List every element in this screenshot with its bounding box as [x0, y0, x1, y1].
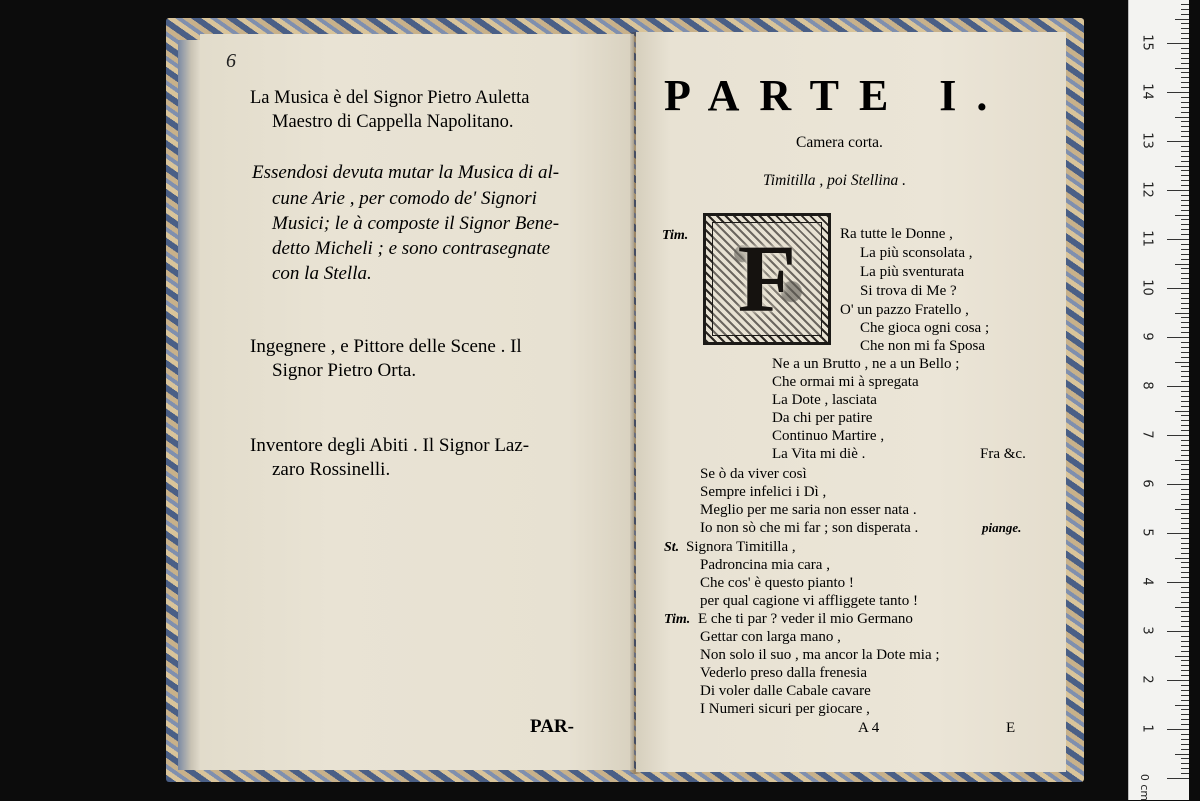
verse-line: Si trova di Me ?	[860, 283, 957, 299]
ruler-tick	[1181, 734, 1189, 735]
ruler-tick	[1181, 744, 1189, 745]
ruler-tick	[1181, 4, 1189, 5]
ruler-tick	[1175, 411, 1189, 412]
ruler-tick	[1181, 660, 1189, 661]
ruler-tick	[1181, 597, 1189, 598]
ruler-tick	[1181, 366, 1189, 367]
ruler-number: 2	[1139, 675, 1155, 684]
ruler-tick	[1175, 509, 1189, 510]
decorated-initial-frame	[712, 222, 822, 336]
ruler-tick	[1181, 430, 1189, 431]
ruler-tick	[1181, 758, 1189, 759]
verse-line: Meglio per me saria non esser nata .	[700, 502, 917, 518]
ruler-tick	[1181, 58, 1189, 59]
ruler-tick	[1181, 553, 1189, 554]
verse-line: La più sventurata	[860, 264, 965, 280]
ruler-tick	[1181, 53, 1189, 54]
ruler-tick	[1181, 352, 1189, 353]
page-edges	[178, 40, 200, 770]
ruler-tick	[1181, 440, 1189, 441]
verse-line: Che cos' è questo pianto !	[700, 575, 854, 591]
ruler-number: 3	[1139, 626, 1155, 635]
ruler-tick	[1181, 268, 1189, 269]
ruler-tick	[1167, 239, 1189, 240]
ruler-tick	[1181, 48, 1189, 49]
ruler-tick	[1181, 406, 1189, 407]
ruler-tick	[1181, 572, 1189, 573]
ruler-tick	[1181, 445, 1189, 446]
scene-description: Camera corta.	[796, 134, 883, 151]
ruler-tick	[1175, 117, 1189, 118]
verse-line: Sempre infelici i Dì ,	[700, 484, 827, 500]
note-line-2: cune Arie , per comodo de' Signori	[272, 188, 537, 209]
ruler-tick	[1167, 43, 1189, 44]
ruler-tick	[1181, 773, 1189, 774]
ruler-number: 14	[1139, 83, 1155, 100]
ruler-tick	[1181, 14, 1189, 15]
ruler-tick	[1175, 68, 1189, 69]
left-catchword: PAR-	[530, 716, 574, 737]
ruler-tick	[1181, 259, 1189, 260]
ruler-tick	[1181, 685, 1189, 686]
ruler-tick	[1181, 210, 1189, 211]
ruler-tick	[1181, 205, 1189, 206]
ruler-tick	[1181, 562, 1189, 563]
ruler-tick	[1181, 371, 1189, 372]
ruler-tick	[1181, 131, 1189, 132]
ruler-tick	[1181, 543, 1189, 544]
ruler-tick	[1181, 308, 1189, 309]
ruler-tick	[1181, 518, 1189, 519]
ruler-tick	[1181, 592, 1189, 593]
verse-line: Che gioca ogni cosa ;	[860, 320, 990, 336]
folio-mark: 6	[226, 50, 236, 72]
ruler-tick	[1181, 401, 1189, 402]
ruler-tick	[1181, 469, 1189, 470]
ruler-tick	[1181, 156, 1189, 157]
ruler-tick	[1181, 107, 1189, 108]
ruler-tick	[1181, 23, 1189, 24]
ruler-tick	[1181, 749, 1189, 750]
verse-line: Continuo Martire ,	[772, 428, 885, 444]
ruler-tick	[1181, 298, 1189, 299]
note-line-5: con la Stella.	[272, 263, 372, 284]
ruler-tick	[1181, 342, 1189, 343]
initial-letter: F	[737, 225, 797, 332]
verse-line: E che ti par ? veder il mio Germano	[698, 611, 913, 627]
ruler-tick	[1181, 283, 1189, 284]
ruler-tick	[1181, 420, 1189, 421]
ruler-tick	[1181, 548, 1189, 549]
ruler-tick	[1181, 577, 1189, 578]
ruler-tick	[1181, 513, 1189, 514]
ruler-tick	[1181, 396, 1189, 397]
verse-line: Signora Timitilla ,	[686, 539, 796, 555]
ruler-tick	[1167, 680, 1189, 681]
ruler-tick	[1181, 293, 1189, 294]
ruler-tick	[1175, 19, 1189, 20]
ruler-tick	[1181, 768, 1189, 769]
ruler-tick	[1181, 479, 1189, 480]
ruler-number: 9	[1139, 332, 1155, 341]
ruler-tick	[1181, 523, 1189, 524]
costume-credit-line-2: zaro Rossinelli.	[272, 459, 391, 480]
ruler-tick	[1181, 254, 1189, 255]
ruler-tick	[1175, 313, 1189, 314]
ruler-tick	[1181, 499, 1189, 500]
speaker-label: Tim.	[664, 612, 691, 627]
stage-direction: piange.	[982, 520, 1022, 535]
music-credit-line-1: La Musica è del Signor Pietro Auletta	[250, 88, 530, 108]
ruler-tick	[1181, 700, 1189, 701]
ruler-tick	[1167, 778, 1189, 779]
note-line-4: detto Micheli ; e sono contrasegnate	[272, 238, 551, 259]
ruler-tick	[1181, 675, 1189, 676]
ruler-tick	[1181, 185, 1189, 186]
ruler-tick	[1181, 87, 1189, 88]
ruler-tick	[1167, 435, 1189, 436]
ruler-tick	[1167, 288, 1189, 289]
ruler-tick	[1181, 665, 1189, 666]
ruler-number: 10	[1139, 279, 1155, 296]
ruler-number: 5	[1139, 528, 1155, 537]
ruler-tick	[1181, 200, 1189, 201]
note-line-3: Musici; le à composte il Signor Bene-	[272, 213, 560, 234]
note-line-1: Essendosi devuta mutar la Musica di al-	[252, 162, 560, 183]
verse-line: Gettar con larga mano ,	[700, 629, 841, 645]
ruler-tick	[1175, 362, 1189, 363]
ruler-tick	[1181, 249, 1189, 250]
scene-characters: Timitilla , poi Stellina .	[763, 172, 906, 189]
ruler-tick	[1181, 646, 1189, 647]
ruler-tick	[1181, 504, 1189, 505]
ruler-tick	[1181, 28, 1189, 29]
ruler-tick	[1181, 180, 1189, 181]
ruler-tick	[1181, 714, 1189, 715]
measurement-ruler	[1128, 0, 1189, 800]
ruler-number: 7	[1139, 430, 1155, 439]
ruler-tick	[1181, 112, 1189, 113]
ruler-tick	[1181, 670, 1189, 671]
ruler-tick	[1181, 234, 1189, 235]
left-page	[200, 34, 634, 770]
ruler-tick	[1181, 195, 1189, 196]
ruler-tick	[1167, 533, 1189, 534]
ruler-tick	[1181, 690, 1189, 691]
speaker-label: Tim.	[662, 228, 689, 243]
ruler-tick	[1181, 489, 1189, 490]
engineer-credit-line-2: Signor Pietro Orta.	[272, 360, 417, 381]
ruler-tick	[1181, 273, 1189, 274]
ruler-tick	[1181, 229, 1189, 230]
ruler-tick	[1181, 146, 1189, 147]
verse-line: La più sconsolata ,	[860, 245, 973, 261]
verse-line: Ra tutte le Donne ,	[840, 226, 953, 242]
ruler-tick	[1175, 754, 1189, 755]
ruler-tick	[1181, 695, 1189, 696]
ruler-tick	[1167, 386, 1189, 387]
ruler-tick	[1175, 215, 1189, 216]
ruler-number: 15	[1139, 34, 1155, 51]
ruler-tick	[1181, 82, 1189, 83]
verse-line: La Vita mi diè .	[772, 446, 866, 462]
ruler-tick	[1181, 494, 1189, 495]
right-catchword: E	[1006, 720, 1016, 736]
verse-line: Che ormai mi à spregata	[772, 374, 919, 390]
ruler-number: 13	[1139, 132, 1155, 149]
ruler-tick	[1181, 724, 1189, 725]
ruler-tick	[1181, 651, 1189, 652]
ruler-tick	[1167, 484, 1189, 485]
ruler-tick	[1181, 126, 1189, 127]
ruler-tick	[1181, 33, 1189, 34]
ruler-tick	[1181, 587, 1189, 588]
ruler-tick	[1181, 63, 1189, 64]
ruler-tick	[1175, 705, 1189, 706]
music-credit-line-2: Maestro di Cappella Napolitano.	[272, 112, 514, 132]
ruler-tick	[1181, 626, 1189, 627]
ruler-tick	[1181, 219, 1189, 220]
verse-line: Da chi per patire	[772, 410, 873, 426]
ruler-number: 11	[1139, 230, 1155, 247]
ruler-tick	[1181, 244, 1189, 245]
ruler-tick	[1175, 166, 1189, 167]
ruler-tick	[1181, 72, 1189, 73]
ruler-tick	[1181, 102, 1189, 103]
ruler-tick	[1181, 38, 1189, 39]
verse-line: La Dote , lasciata	[772, 392, 877, 408]
ruler-tick	[1181, 739, 1189, 740]
ruler-tick	[1181, 455, 1189, 456]
ruler-tick	[1181, 97, 1189, 98]
ruler-number: 4	[1139, 577, 1155, 586]
ruler-tick	[1167, 190, 1189, 191]
verse-line: Padroncina mia cara ,	[700, 557, 830, 573]
ruler-tick	[1167, 729, 1189, 730]
verse-line: Di voler dalle Cabale cavare	[700, 683, 871, 699]
ruler-tick	[1181, 611, 1189, 612]
ruler-tick	[1181, 136, 1189, 137]
costume-credit-line-1: Inventore degli Abiti . Il Signor Laz-	[250, 435, 530, 456]
signature-mark: A 4	[858, 720, 880, 736]
ruler-tick	[1181, 376, 1189, 377]
ruler-number: 8	[1139, 381, 1155, 390]
ruler-tick	[1175, 264, 1189, 265]
ruler-tick	[1181, 347, 1189, 348]
ruler-tick	[1181, 161, 1189, 162]
ruler-tick	[1181, 327, 1189, 328]
ruler-tick	[1167, 141, 1189, 142]
ruler-tick	[1181, 621, 1189, 622]
ruler-tick	[1181, 332, 1189, 333]
ruler-tick	[1167, 337, 1189, 338]
verse-line: O' un pazzo Fratello ,	[840, 302, 969, 318]
verse-line: Che non mi fa Sposa	[860, 338, 985, 354]
ruler-number: 6	[1139, 479, 1155, 488]
ruler-tick	[1181, 538, 1189, 539]
verse-line: I Numeri sicuri per giocare ,	[700, 701, 870, 717]
ruler-unit-label: 0 cm	[1138, 773, 1152, 801]
ruler-tick	[1181, 567, 1189, 568]
ruler-tick	[1181, 391, 1189, 392]
ruler-tick	[1181, 474, 1189, 475]
verse-line: per qual cagione vi affliggete tanto !	[700, 593, 918, 609]
ruler-tick	[1175, 460, 1189, 461]
ruler-number: 12	[1139, 181, 1155, 198]
refrain-mark: Fra &c.	[980, 446, 1026, 462]
ruler-tick	[1181, 709, 1189, 710]
ruler-tick	[1181, 450, 1189, 451]
ruler-tick	[1175, 607, 1189, 608]
verse-line: Io non sò che mi far ; son disperata .	[700, 520, 919, 536]
ruler-tick	[1181, 9, 1189, 10]
ruler-tick	[1181, 121, 1189, 122]
ruler-tick	[1181, 151, 1189, 152]
ruler-tick	[1181, 224, 1189, 225]
verse-line: Vederlo preso dalla frenesia	[700, 665, 868, 681]
ruler-tick	[1181, 175, 1189, 176]
ruler-number: 1	[1139, 724, 1155, 733]
ruler-tick	[1181, 278, 1189, 279]
ruler-tick	[1181, 719, 1189, 720]
ruler-tick	[1181, 415, 1189, 416]
ruler-tick	[1181, 77, 1189, 78]
ruler-tick	[1181, 636, 1189, 637]
ruler-tick	[1167, 92, 1189, 93]
part-title: PARTE I.	[664, 71, 1008, 120]
ruler-tick	[1181, 464, 1189, 465]
ruler-tick	[1181, 317, 1189, 318]
ruler-tick	[1181, 425, 1189, 426]
ruler-tick	[1175, 558, 1189, 559]
ruler-tick	[1181, 641, 1189, 642]
verse-line: Non solo il suo , ma ancor la Dote mia ;	[700, 647, 940, 663]
ruler-tick	[1181, 528, 1189, 529]
verse-line: Se ò da viver così	[700, 466, 807, 482]
ruler-tick	[1181, 322, 1189, 323]
ruler-tick	[1181, 616, 1189, 617]
ruler-tick	[1181, 381, 1189, 382]
ruler-tick	[1167, 582, 1189, 583]
speaker-label: St.	[664, 540, 680, 555]
ruler-tick	[1181, 170, 1189, 171]
ruler-tick	[1181, 303, 1189, 304]
ruler-tick	[1167, 631, 1189, 632]
ruler-tick	[1181, 763, 1189, 764]
verse-line: Ne a un Brutto , ne a un Bello ;	[772, 356, 960, 372]
ruler-tick	[1175, 656, 1189, 657]
decorated-initial	[703, 213, 831, 345]
engineer-credit-line-1: Ingegnere , e Pittore delle Scene . Il	[250, 336, 522, 357]
ruler-tick	[1181, 357, 1189, 358]
ruler-tick	[1181, 602, 1189, 603]
